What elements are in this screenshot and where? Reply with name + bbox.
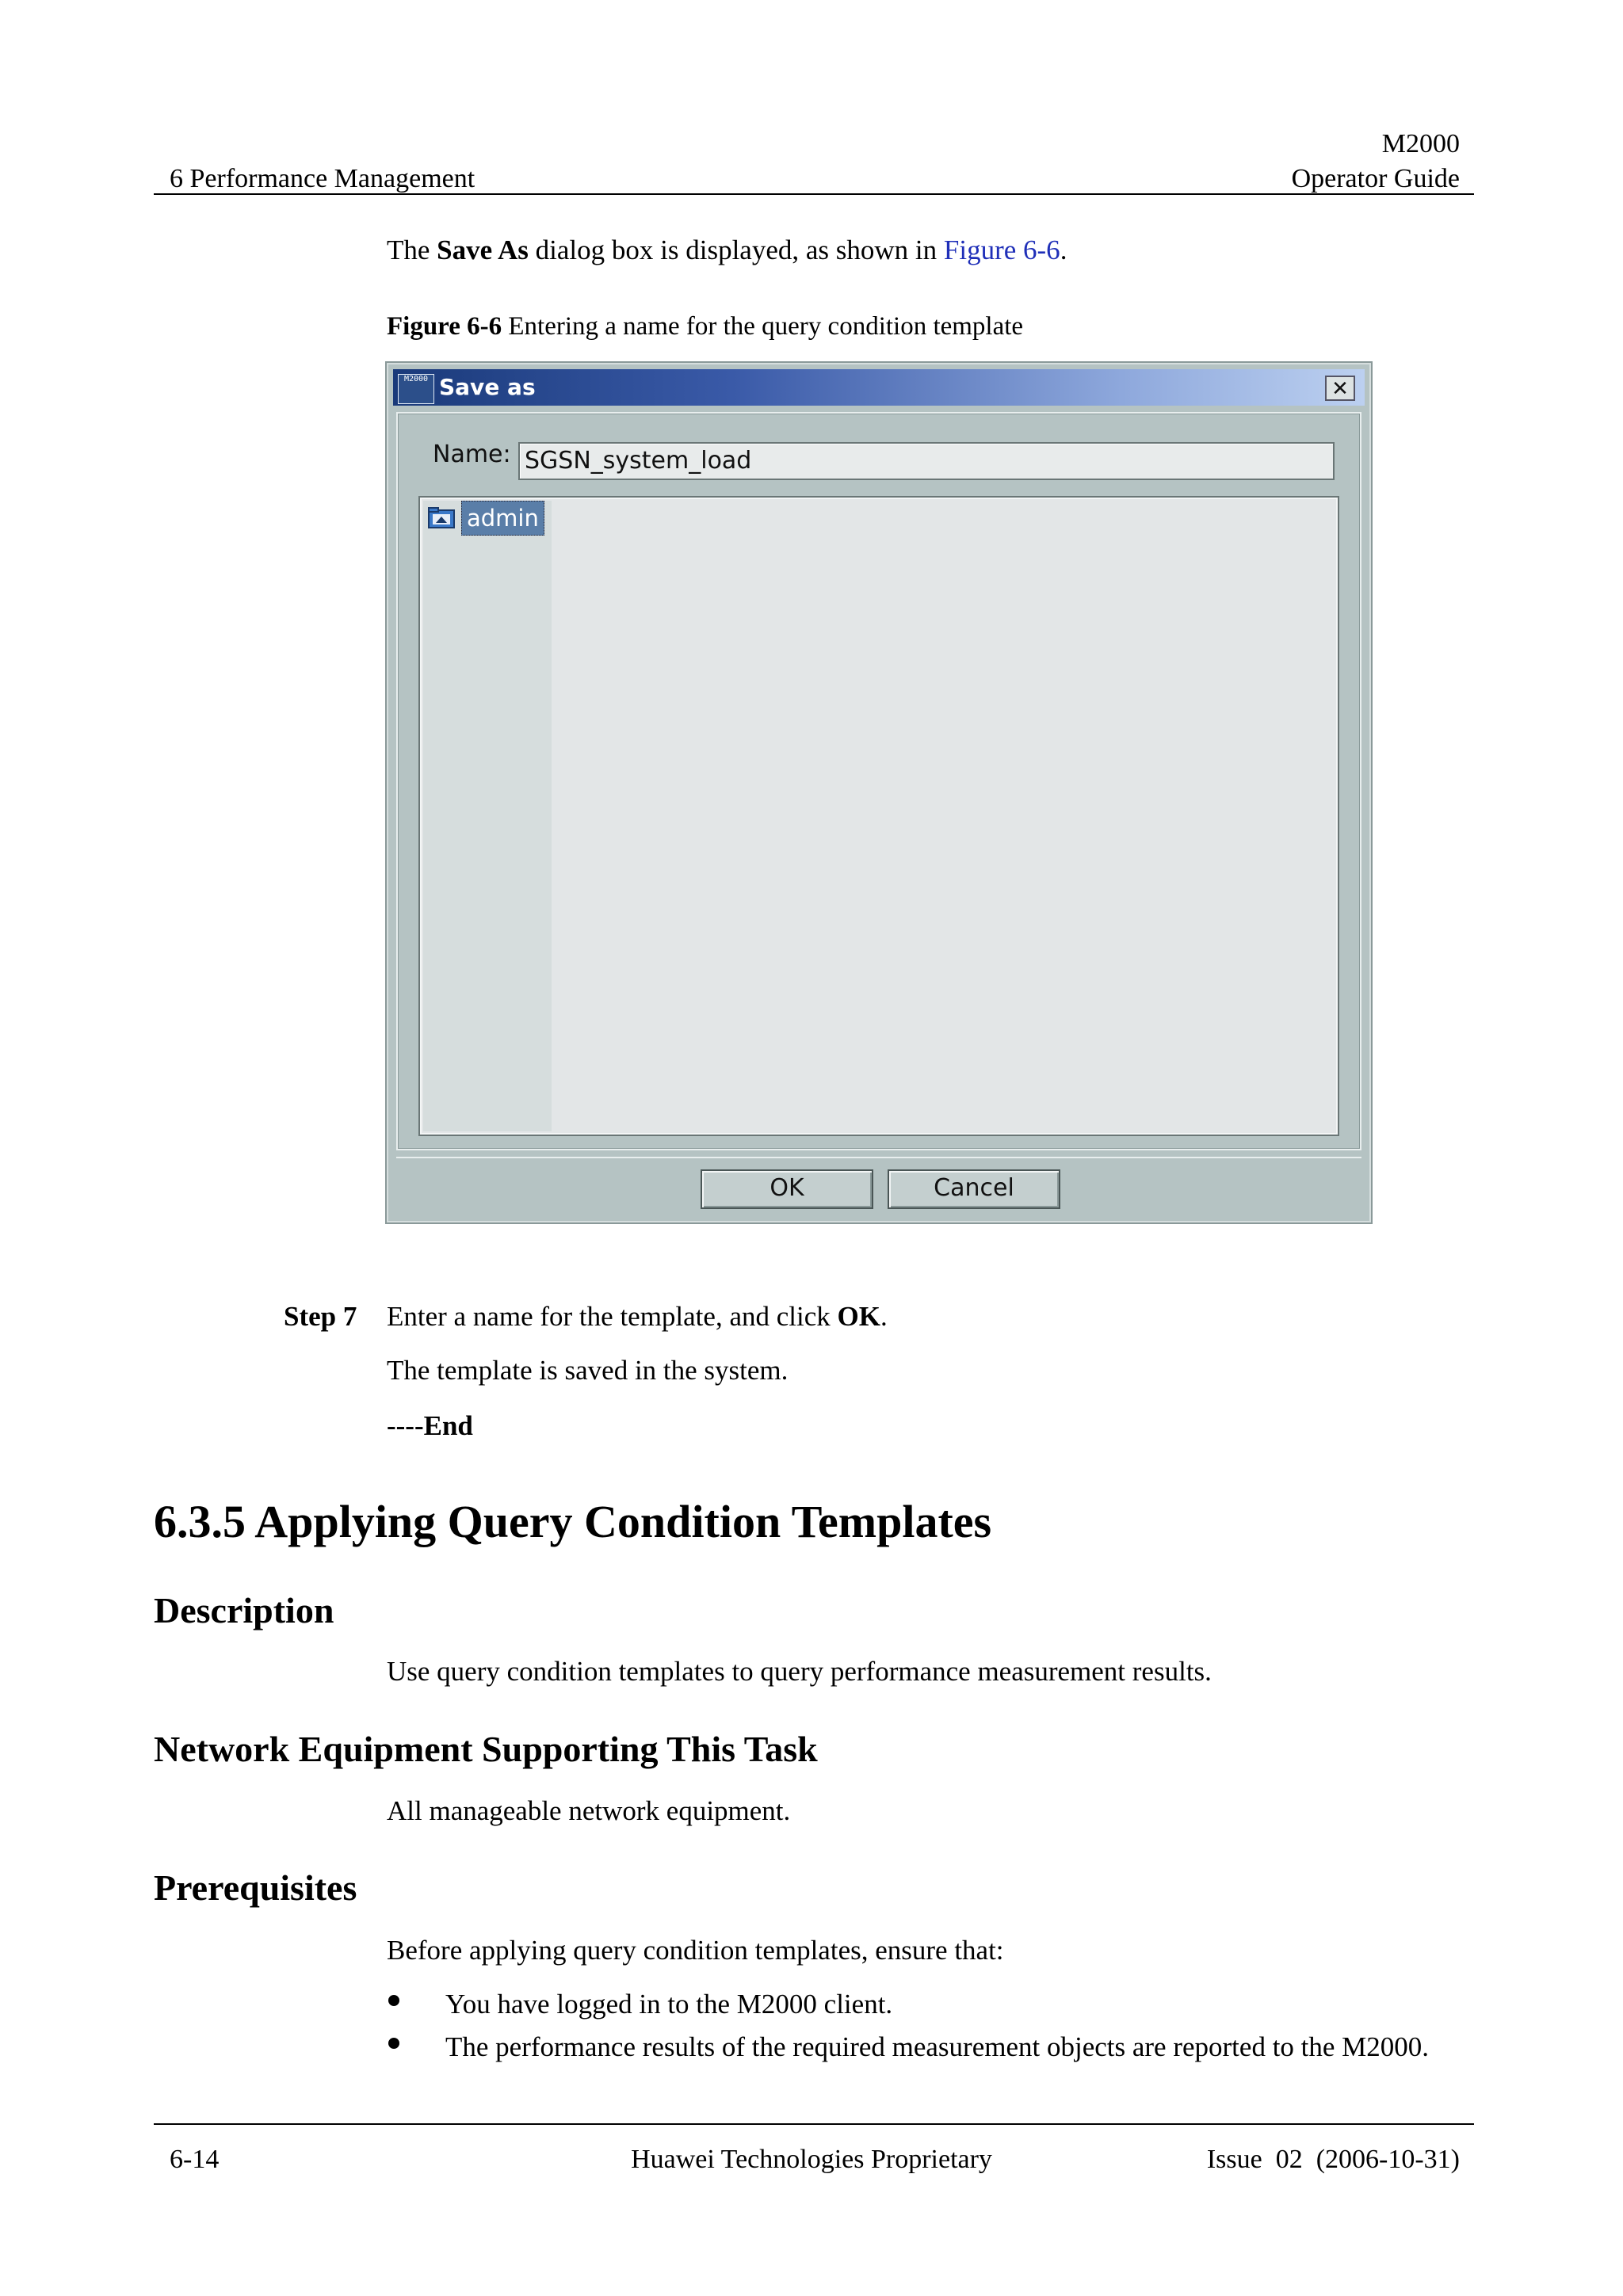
step-result: The template is saved in the system. — [387, 1355, 789, 1386]
save-as-dialog — [387, 363, 1371, 1222]
dialog-content-pane — [396, 412, 1361, 1150]
step-end: ----End — [387, 1410, 473, 1441]
network-text: All manageable network equipment. — [387, 1795, 791, 1826]
footer-page-number: 6-14 — [170, 2145, 220, 2174]
bullet-icon — [388, 2038, 399, 2049]
step-label: Step 7 — [284, 1301, 357, 1332]
description-heading: Description — [154, 1590, 334, 1630]
figure-caption — [387, 311, 1023, 342]
tree-column — [423, 501, 552, 1131]
figure-label: Figure 6-6 — [387, 312, 502, 341]
folder-icon — [428, 505, 455, 529]
dialog-titlebar[interactable] — [393, 369, 1365, 406]
prereq-item: You have logged in to the M2000 client. — [445, 1989, 893, 2019]
footer-issue: Issue 02 (2006-10-31) — [1206, 2145, 1460, 2174]
dialog-title: Save as — [439, 374, 536, 400]
step-text — [387, 1299, 888, 1334]
intro-text-post: . — [1060, 235, 1067, 265]
intro-text-pre: The — [387, 235, 437, 265]
cancel-button[interactable]: Cancel — [888, 1169, 1060, 1209]
footer-company: Huawei Technologies Proprietary — [631, 2145, 992, 2174]
bullet-icon — [388, 1995, 399, 2006]
step-text-bold: OK — [837, 1301, 880, 1332]
description-text: Use query condition templates to query performance measurement results. — [387, 1656, 1212, 1687]
close-icon[interactable]: ✕ — [1325, 376, 1355, 401]
dialog-button-bar — [396, 1157, 1361, 1215]
prereq-item: The performance results of the required measurement objects are reported to the M2000. — [445, 2031, 1430, 2062]
intro-paragraph — [387, 233, 1067, 268]
prerequisites-heading: Prerequisites — [154, 1867, 357, 1908]
footer-rule — [154, 2123, 1474, 2125]
step-text-pre: Enter a name for the template, and click — [387, 1301, 838, 1332]
step-text-post: . — [880, 1301, 888, 1332]
tree-item-admin[interactable]: admin — [461, 501, 544, 536]
intro-text-bold: Save As — [437, 235, 529, 265]
folder-tree[interactable] — [418, 496, 1339, 1136]
m2000-app-icon: M2000 — [398, 374, 434, 404]
header-rule — [154, 193, 1474, 195]
figure-link[interactable]: Figure 6-6 — [943, 235, 1060, 265]
header-chapter: 6 Performance Management — [170, 164, 475, 193]
intro-text-mid: dialog box is displayed, as shown in — [528, 235, 944, 265]
section-title: 6.3.5 Applying Query Condition Templates — [154, 1496, 992, 1547]
figure-caption-text: Entering a name for the query condition template — [502, 312, 1024, 341]
name-input[interactable]: SGSN_system_load — [518, 442, 1335, 480]
header-product: M2000 — [1381, 129, 1460, 158]
prerequisites-intro: Before applying query condition templates, ensure that: — [387, 1935, 1004, 1966]
ok-button[interactable]: OK — [701, 1169, 873, 1209]
name-label: Name: — [433, 441, 511, 468]
network-heading: Network Equipment Supporting This Task — [154, 1729, 818, 1769]
header-doc-title: Operator Guide — [1291, 164, 1460, 193]
